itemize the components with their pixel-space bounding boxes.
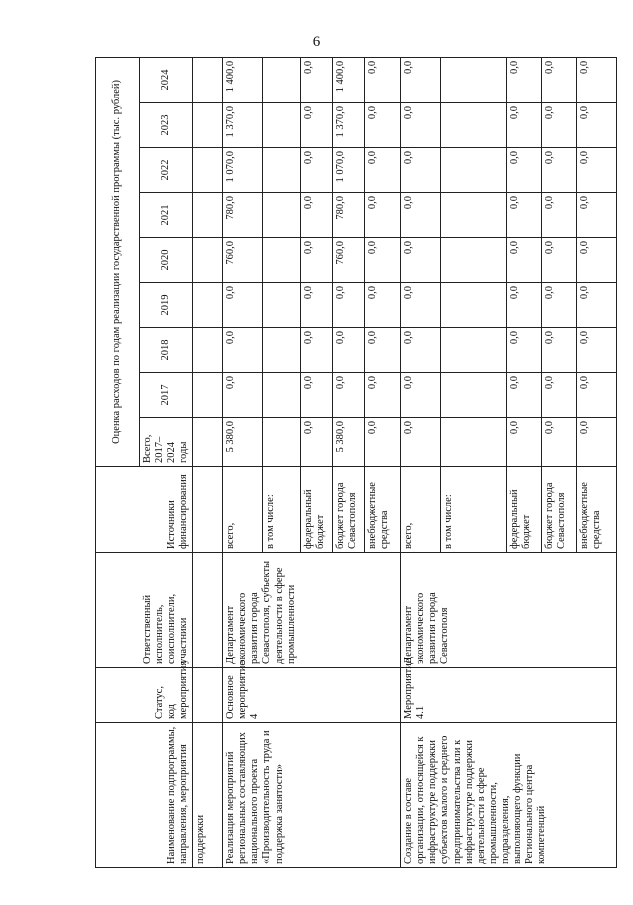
table-row [223,57,263,867]
year-value-cell: 0,0 [365,57,401,102]
year-value-cell: 0,0 [365,148,401,193]
year-value-cell: 0,0 [301,328,333,373]
year-value-cell [441,283,507,328]
year-value-cell: 0,0 [223,373,263,418]
year-value-cell: 0,0 [577,283,617,328]
block-status: Мероприятие 4.1 [401,668,617,723]
year-value-cell: 0,0 [577,328,617,373]
rotated-table-container [95,58,603,868]
year-value-cell [441,57,507,102]
year-value-cell [263,57,301,102]
year-value-cell: 0,0 [301,148,333,193]
year-value-cell [263,103,301,148]
year-value-cell: 0,0 [577,103,617,148]
year-value-cell: 0,0 [542,193,577,238]
year-value-cell: 0,0 [223,283,263,328]
header-year: 2020 [140,238,193,283]
header-year: 2022 [140,148,193,193]
header-estimate: Оценка расходов по годам реализации государственной программы (тыс. рублей) [96,57,140,466]
year-value-cell [441,238,507,283]
year-value-cell: 0,0 [577,193,617,238]
year-value-cell: 0,0 [223,328,263,373]
year-value-cell: 1 370,0 [223,103,263,148]
year-value-cell [441,373,507,418]
source-cell: бюджет города Севастополя [542,467,577,553]
source-cell: федеральный бюджет [301,467,333,553]
year-value-cell: 0,0 [401,57,441,102]
year-value-cell: 0,0 [333,328,365,373]
year-value-cell: 0,0 [401,283,441,328]
year-value-cell [441,103,507,148]
year-value-cell: 0,0 [365,328,401,373]
year-value-cell: 1 400,0 [223,57,263,102]
financing-table [95,57,617,868]
year-value-cell [263,238,301,283]
year-value-cell: 0,0 [507,103,542,148]
continuation-row [193,57,223,867]
year-value-cell [263,193,301,238]
year-value-cell: 0,0 [333,373,365,418]
header-total: Всего, 2017–2024 годы [140,418,193,467]
year-value-cell: 0,0 [507,193,542,238]
total-cell [441,418,507,467]
year-value-cell [441,148,507,193]
header-responsible: Ответственный исполнитель, соисполнители, участники [96,553,193,668]
year-value-cell: 0,0 [577,373,617,418]
year-value-cell: 1 070,0 [333,148,365,193]
year-value-cell: 0,0 [507,373,542,418]
year-value-cell: 0,0 [542,373,577,418]
rotated-table-area [95,58,603,868]
year-value-cell: 0,0 [507,57,542,102]
year-value-cell [263,373,301,418]
year-value-cell [263,328,301,373]
year-value-cell: 1 400,0 [333,57,365,102]
year-value-cell: 0,0 [365,373,401,418]
blocks-body [223,57,617,867]
header-year: 2017 [140,373,193,418]
year-value-cell: 0,0 [542,283,577,328]
year-value-cell: 1 370,0 [333,103,365,148]
source-cell: бюджет города Севастополя [333,467,365,553]
source-cell: в том числе: [263,467,301,553]
header-year: 2021 [140,193,193,238]
header-year: 2018 [140,328,193,373]
year-value-cell: 0,0 [542,103,577,148]
total-cell: 0,0 [401,418,441,467]
block-status: Основное мероприятие 4 [223,668,401,723]
page-number: 6 [312,34,321,50]
block-responsible: Департамент экономического развития города Севастополя [401,553,617,668]
year-value-cell: 0,0 [301,283,333,328]
year-value-cell: 0,0 [301,57,333,102]
header-name: Наименование подпрограммы, направления, мероприятия [96,723,193,868]
year-value-cell: 0,0 [365,103,401,148]
year-value-cell: 760,0 [333,238,365,283]
year-value-cell: 0,0 [542,148,577,193]
year-value-cell: 0,0 [301,238,333,283]
year-value-cell: 0,0 [301,373,333,418]
source-cell: внебюджетные средства [365,467,401,553]
total-cell: 0,0 [507,418,542,467]
year-value-cell: 1 070,0 [223,148,263,193]
year-value-cell: 0,0 [401,373,441,418]
total-cell [263,418,301,467]
year-value-cell: 0,0 [401,238,441,283]
block-name: Создание в составе организации, относящейся к инфраструктуре поддержки субъектов малого и среднего предпринимательства или к инфраструктуре поддержки деятельности в сфере промышленности, подразделения, выполняющего функции Регионального центра компетенций [401,723,617,868]
year-value-cell: 0,0 [577,57,617,102]
year-value-cell: 780,0 [333,193,365,238]
header-year: 2019 [140,283,193,328]
year-value-cell: 0,0 [507,148,542,193]
header-sources: Источники финансирования [96,467,193,553]
year-value-cell [441,328,507,373]
continuation-text: поддержки [193,723,223,868]
year-value-cell: 0,0 [507,283,542,328]
year-value-cell: 0,0 [401,193,441,238]
year-value-cell: 0,0 [577,238,617,283]
year-value-cell: 0,0 [365,283,401,328]
year-value-cell [263,148,301,193]
total-cell: 0,0 [577,418,617,467]
table-row [401,57,441,867]
year-value-cell: 0,0 [577,148,617,193]
source-cell: федеральный бюджет [507,467,542,553]
total-cell: 5 380,0 [223,418,263,467]
year-value-cell: 0,0 [401,103,441,148]
year-value-cell: 0,0 [301,103,333,148]
year-value-cell: 0,0 [507,238,542,283]
total-cell: 0,0 [542,418,577,467]
year-value-cell: 0,0 [301,193,333,238]
year-value-cell [263,283,301,328]
block-responsible: Департамент экономического развития города Севастополя, субъекты деятельности в сфере промышленности [223,553,401,668]
year-value-cell: 0,0 [333,283,365,328]
year-value-cell [441,193,507,238]
header-row-1 [96,57,140,867]
header-year: 2023 [140,103,193,148]
header-status: Статус, код мероприятия [96,668,193,723]
year-value-cell: 0,0 [542,238,577,283]
year-value-cell: 0,0 [365,238,401,283]
source-cell: в том числе: [441,467,507,553]
year-value-cell: 0,0 [542,328,577,373]
year-value-cell: 0,0 [507,328,542,373]
block-name: Реализация мероприятий региональных составляющих национального проекта «Производительность труда и поддержка занятости» [223,723,401,868]
source-cell: внебюджетные средства [577,467,617,553]
source-cell: всего, [401,467,441,553]
total-cell: 0,0 [301,418,333,467]
year-value-cell: 0,0 [401,328,441,373]
header-year: 2024 [140,57,193,102]
year-value-cell: 0,0 [401,148,441,193]
total-cell: 5 380,0 [333,418,365,467]
year-value-cell: 760,0 [223,238,263,283]
source-cell: всего, [223,467,263,553]
year-value-cell: 780,0 [223,193,263,238]
total-cell: 0,0 [365,418,401,467]
year-value-cell: 0,0 [365,193,401,238]
year-value-cell: 0,0 [542,57,577,102]
